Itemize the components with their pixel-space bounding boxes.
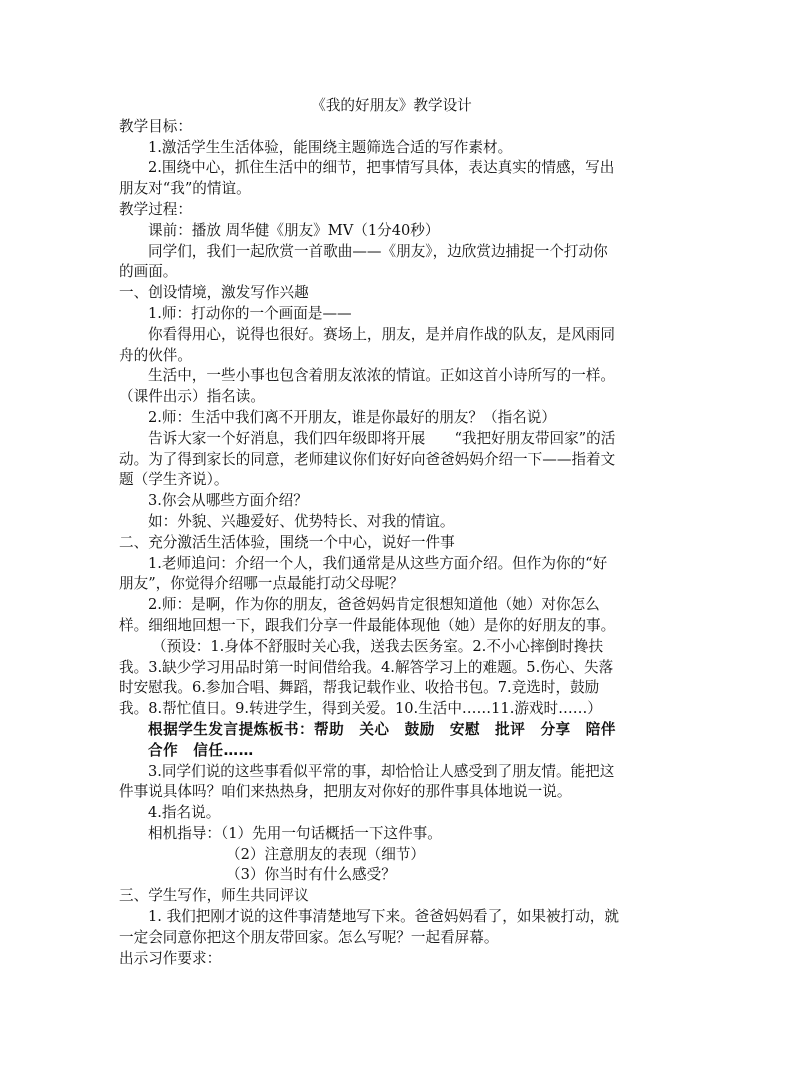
paragraph: 课前：播放 周华健《朋友》MV（1分40秒） [148, 221, 440, 239]
section-heading-goals: 教学目标： [119, 117, 192, 135]
paragraph: 2.师：是啊，作为你的朋友，爸爸妈妈肯定很想知道他（她）对你怎么 [148, 596, 600, 614]
paragraph: 生活中，一些小事也包含着朋友浓浓的情谊。正如这首小诗所写的一样。 [148, 367, 616, 385]
paragraph: 如：外貌、兴趣爱好、优势特长、对我的情谊。 [148, 512, 455, 530]
board-summary: 合作 信任…… [148, 741, 254, 759]
paragraph: 我。3.缺少学习用品时第一时间借给我。4.解答学习上的难题。5.伤心、失落 [119, 658, 614, 676]
section-heading-3: 三、学生写作，师生共同评议 [119, 887, 309, 905]
paragraph: 样。细细地回想一下，跟我们分享一件最能体现他（她）是你的好朋友的事。 [119, 616, 616, 634]
paragraph: 3.同学们说的这些事看似平常的事，却恰恰让人感受到了朋友情。能把这 [148, 762, 615, 780]
paragraph: 动。为了得到家长的同意，老师建议你们好好向爸爸妈妈介绍一下——指着文 [119, 450, 616, 468]
section-heading-2: 二、充分激活生活体验，围绕一个中心，说好一件事 [119, 533, 455, 551]
paragraph: 1.老师追问：介绍一个人，我们通常是从这些方面介绍。但作为你的“好 [148, 554, 608, 572]
paragraph: 1.师：打动你的一个画面是—— [148, 304, 352, 322]
paragraph: 相机指导：（1）先用一句话概括一下这件事。 [148, 824, 442, 842]
paragraph: （预设：1.身体不舒服时关心我，送我去医务室。2.不小心摔倒时搀扶 [152, 637, 604, 655]
document-title: 《我的好朋友》教学设计 [311, 97, 472, 114]
paragraph: 时安慰我。6.参加合唱、舞蹈，帮我记载作业、收拾书包。7.竞选时，鼓励 [119, 679, 600, 697]
paragraph: 朋友”，你觉得介绍哪一点最能打动父母呢？ [119, 575, 404, 593]
paragraph: 2.围绕中心，抓住生活中的细节，把事情写具体，表达真实的情感，写出 [148, 159, 615, 177]
paragraph: 一定会同意你把这个朋友带回家。怎么写呢？一起看屏幕。 [119, 928, 499, 946]
paragraph: 2.师：生活中我们离不开朋友，谁是你最好的朋友？（指名说） [148, 408, 556, 426]
paragraph: 4.指名说。 [148, 804, 221, 822]
paragraph: 我。8.帮忙值日。9.转进学生，得到关爱。10.生活中……11.游戏时……） [119, 700, 602, 718]
section-heading-process: 教学过程： [119, 200, 192, 218]
paragraph: 题（学生齐说）。 [119, 471, 229, 489]
paragraph: 朋友对“我”的情谊。 [119, 180, 251, 198]
paragraph: 1.激活学生生活体验，能围绕主题筛选合适的写作素材。 [148, 138, 513, 156]
paragraph: 告诉大家一个好消息，我们四年级即将开展 “我把好朋友带回家”的活 [148, 429, 616, 447]
paragraph: 舟的伙伴。 [119, 346, 192, 364]
paragraph: 3.你会从哪些方面介绍？ [148, 492, 308, 510]
paragraph: 同学们，我们一起欣赏一首歌曲——《朋友》，边欣赏边捕捉一个打动你 [148, 242, 608, 260]
paragraph: 出示习作要求： [119, 949, 222, 967]
paragraph: 1. 我们把刚才说的这件事清楚地写下来。爸爸妈妈看了，如果被打动，就 [148, 908, 619, 926]
paragraph: 你看得用心，说得也很好。赛场上，朋友，是并肩作战的队友，是风雨同 [148, 325, 616, 343]
section-heading-1: 一、创设情境，激发写作兴趣 [119, 284, 309, 302]
paragraph: 件事说具体吗？咱们来热热身，把朋友对你好的那件事具体地说一说。 [119, 783, 572, 801]
paragraph: （3）你当时有什么感受？ [226, 866, 396, 884]
paragraph: 的画面。 [119, 263, 178, 281]
document-page [119, 96, 664, 969]
paragraph: （2）注意朋友的表现（细节） [226, 845, 426, 863]
paragraph: （课件出示）指名读。 [119, 388, 265, 406]
board-summary: 根据学生发言提炼板书：帮助 关心 鼓励 安慰 批评 分享 陪伴 [148, 720, 616, 738]
